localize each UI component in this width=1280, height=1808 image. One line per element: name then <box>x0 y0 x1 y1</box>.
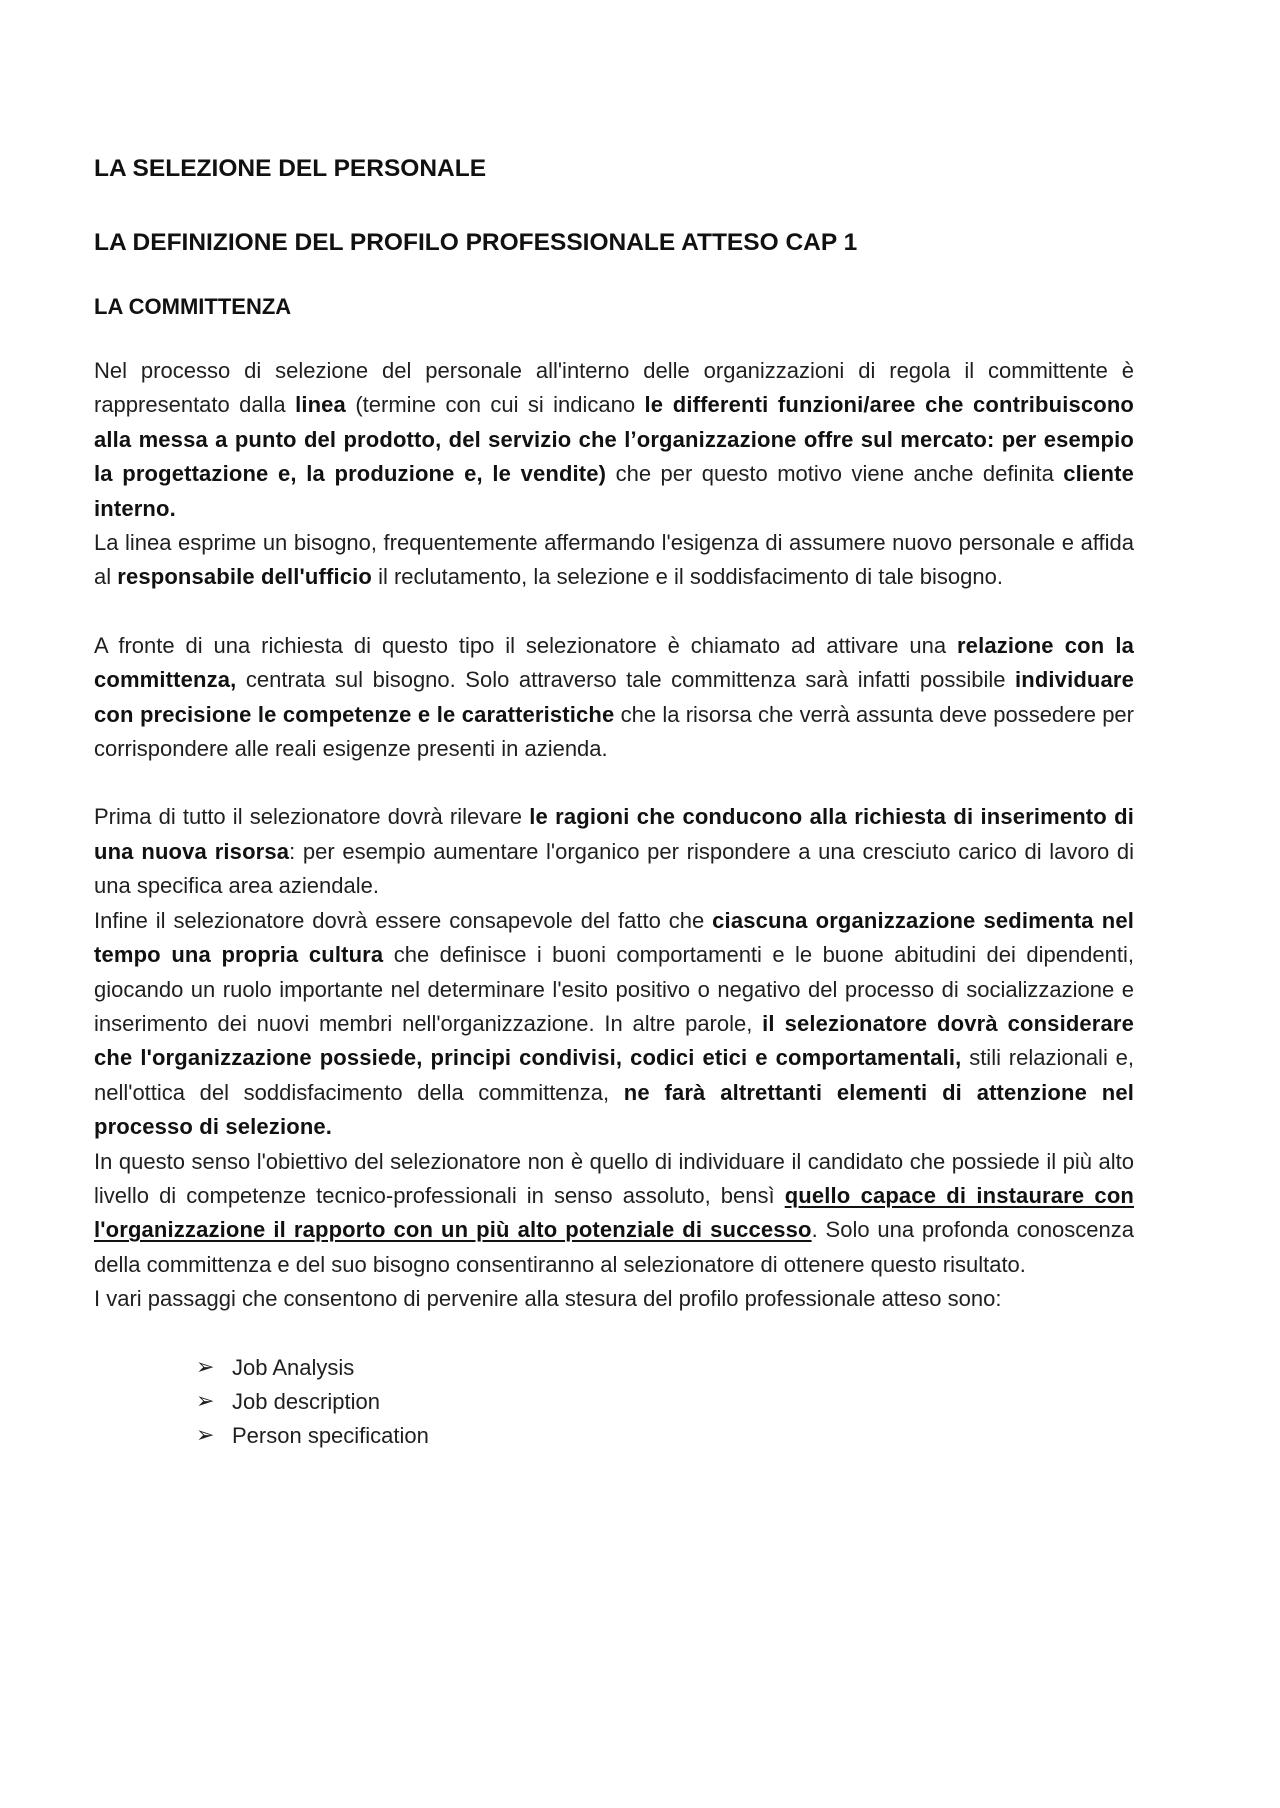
bold-text: ne farà altrettanti elementi di attenzione nel processo di selezione. <box>94 1079 1134 1140</box>
list-item-label: Job Analysis <box>232 1354 355 1380</box>
list-item <box>196 1419 1134 1453</box>
text-run: (termine con cui si indicano <box>345 392 645 418</box>
bold-text: ciascuna organizzazione sedimenta nel tempo una propria cultura <box>94 907 1135 968</box>
paragraph-obiettivo <box>94 1145 1134 1283</box>
text-run: Nel processo di selezione del personale all'interno delle organizzazioni di regola il committente è rappresentato dalla <box>94 358 1134 418</box>
arrow-bullet-icon: ➢ <box>196 1388 215 1414</box>
list-item-label: Person specification <box>232 1423 429 1449</box>
text-run: In questo senso l'obiettivo del selezionatore non è quello di individuare il candidato che possiede il più alto livello di competenze tecnico-professionali in senso assoluto, bensì <box>94 1148 1134 1208</box>
steps-list <box>94 1351 1134 1454</box>
text-run: La linea esprime un bisogno, frequentemente affermando l'esigenza di assumere nuovo personale e affida al <box>94 530 1134 590</box>
underlined-text: quello capace di instaurare con l'organizzazione il rapporto con un più alto potenziale di successo <box>94 1182 1134 1243</box>
paragraph-passaggi <box>94 1282 1134 1316</box>
document-title: LA SELEZIONE DEL PERSONALE <box>94 155 487 182</box>
list-item <box>196 1385 1134 1419</box>
bold-text: il selezionatore dovrà considerare che l'organizzazione possiede, principi condivisi, codici etici e comportamentali, <box>94 1010 1135 1071</box>
section-heading: LA COMMITTENZA <box>94 294 292 319</box>
text-run: : per esempio aumentare l'organico per rispondere a una cresciuto carico di lavoro di una specifica area aziendale. <box>94 838 1134 899</box>
chapter-heading: LA DEFINIZIONE DEL PROFILO PROFESSIONALE ATTESO CAP 1 <box>94 229 858 256</box>
text-run: I vari passaggi che consentono di pervenire alla stesura del profilo professionale atteso sono: <box>94 1286 1002 1312</box>
text-run: che definisce i buoni comportamenti e le buone abitudini dei dipendenti, giocando un ruolo importante nel determinare l'esito positivo o negativo del processo di socializzazione e inserimento dei nuovi membri nell'organizzazione. In altre parole, <box>94 942 1134 1036</box>
text-run: A fronte di una richiesta di questo tipo il selezionatore è chiamato ad attivare una <box>94 632 957 658</box>
text-run: Prima di tutto il selezionatore dovrà rilevare <box>94 804 530 830</box>
paragraph-ragioni <box>94 800 1134 903</box>
paragraph-bisogno <box>94 526 1134 595</box>
bold-text: linea <box>295 392 346 418</box>
text-run: Infine il selezionatore dovrà essere consapevole del fatto che <box>94 907 713 933</box>
arrow-bullet-icon: ➢ <box>196 1354 215 1380</box>
paragraph-relazione <box>94 629 1134 767</box>
text-run: che la risorsa che verrà assunta deve possedere per corrispondere alle reali esigenze presenti in azienda. <box>94 701 1134 762</box>
document-content <box>94 152 1134 1454</box>
paragraph-cultura <box>94 904 1134 1145</box>
text-run: il reclutamento, la selezione e il soddisfacimento di tale bisogno. <box>371 564 1003 590</box>
bold-text: responsabile dell'ufficio <box>117 564 372 590</box>
list-item-label: Job description <box>232 1388 380 1414</box>
bold-text: relazione con la committenza, <box>94 632 1134 693</box>
list-item <box>196 1351 1134 1385</box>
text-run: centrata sul bisogno. Solo attraverso tale committenza sarà infatti possibile <box>236 667 1015 693</box>
bold-text: cliente interno. <box>94 461 1135 521</box>
arrow-bullet-icon: ➢ <box>196 1423 215 1449</box>
paragraph-committente <box>94 354 1134 526</box>
bold-text: individuare con precisione le competenze e le caratteristiche <box>94 667 1134 727</box>
text-run: . Solo una profonda conoscenza della committenza e del suo bisogno consentiranno al selezionatore di ottenere questo risultato. <box>94 1217 1134 1277</box>
bold-text: le differenti funzioni/aree che contribuiscono alla messa a punto del prodotto, del servizio che l’organizzazione offre sul mercato: per esempio la progettazione e, la produzione e, le vendite) <box>94 392 1135 487</box>
text-run: che per questo motivo viene anche definita <box>606 461 1064 487</box>
bold-text: le ragioni che conducono alla richiesta di inserimento di una nuova risorsa <box>94 804 1134 864</box>
text-run: stili relazionali e, nell'ottica del soddisfacimento della committenza, <box>94 1045 1134 1105</box>
